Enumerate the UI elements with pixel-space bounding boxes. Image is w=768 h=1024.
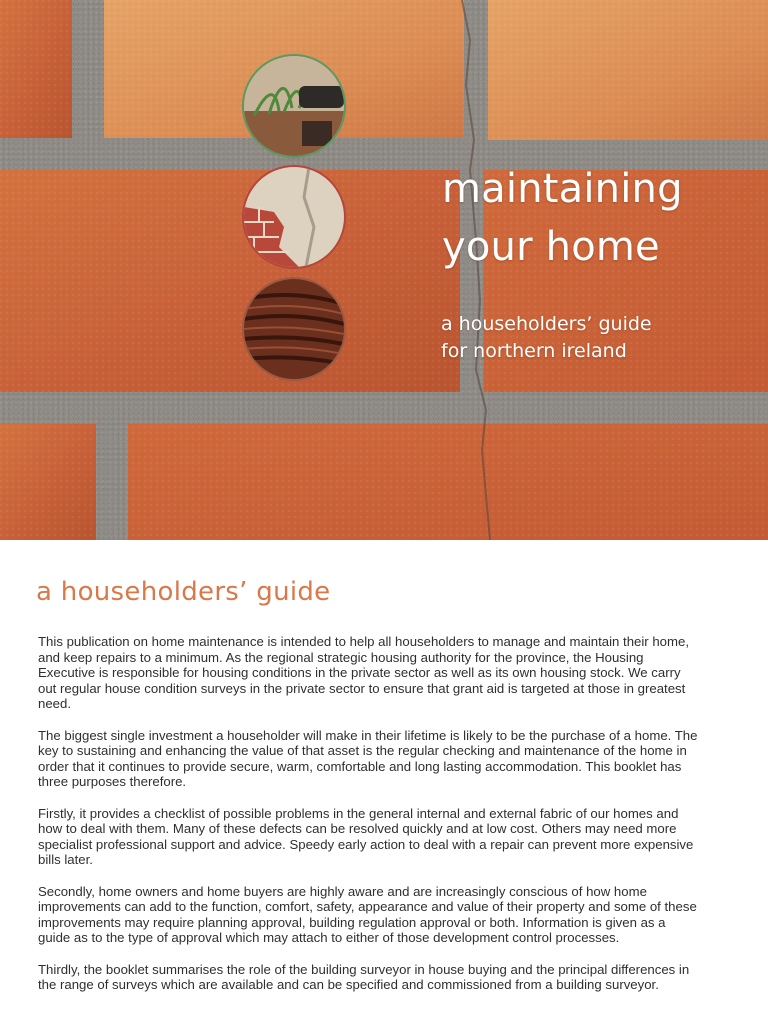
weed-in-gutter-photo: [242, 54, 346, 158]
paragraph: The biggest single investment a householder will make in their lifetime is likely to be the purchase of a home. The key to sustaining and enhancing the value of that asset is the regular checking and maintenance of the home in order that it continues to provide secure, warm, comfortable and long lasting accommodation. This booklet has three purposes therefore.: [38, 727, 698, 789]
cover-title-line: maintaining: [442, 166, 683, 212]
cover-title-line: your home: [442, 224, 660, 270]
cover-subtitle-line: for northern ireland: [441, 340, 627, 362]
paragraph: Firstly, it provides a checklist of possible problems in the general internal and external fabric of our homes and how to deal with them. Many of these defects can be resolved quickly and at low cost. Others may need more specialist professional support and advice. Speedy early action to deal with a repair can prevent more expensive bills later.: [38, 805, 694, 867]
intro-section: [38, 572, 698, 1009]
paragraph: This publication on home maintenance is intended to help all householders to manage and maintain their home, and keep repairs to a minimum. As the regional strategic housing authority for the province, the Housing Executive is responsible for housing conditions in the private sector as well as its own housing stock. We carry out regular house condition surveys in the private sector to ensure that grant aid is targeted at those in greatest need.: [38, 634, 689, 711]
cover-title: [442, 160, 683, 276]
cover-subtitle-line: a householders’ guide: [441, 313, 652, 335]
section-heading: a householders’ guide: [36, 577, 331, 607]
paragraph: Thirdly, the booklet summarises the role of the building surveyor in house buying and the principal differences in the range of surveys which are available and can be specified and commissioned from a building surveyor.: [38, 961, 690, 992]
cover-subtitle: [441, 311, 652, 365]
damaged-brick-wall-photo: [242, 165, 346, 269]
rotten-timber-photo: [242, 277, 346, 381]
paragraph: Secondly, home owners and home buyers are highly aware and are increasingly conscious of how home improvements can add to the function, comfort, safety, appearance and value of their property and some of these improvements may require planning approval, building regulation approval or both. Information is given as a guide as to the type of approval which may attach to either of those development control processes.: [38, 883, 697, 945]
